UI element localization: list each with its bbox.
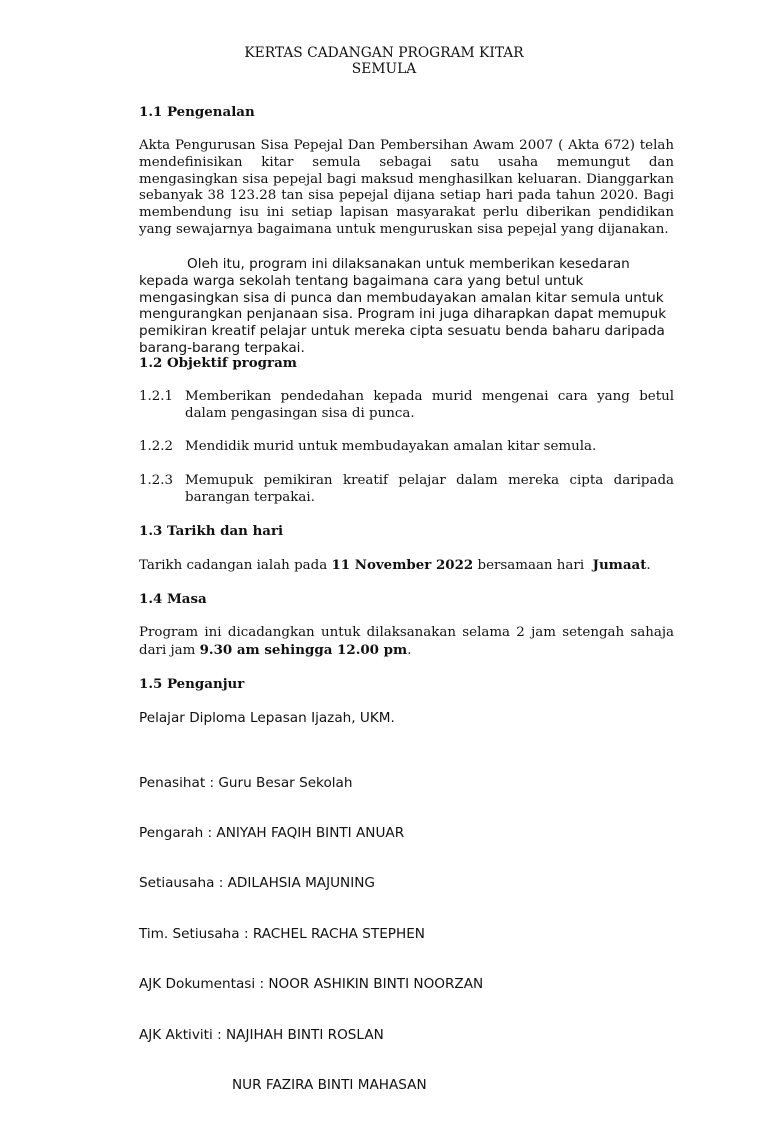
masa-text: Program ini dicadangkan untuk dilaksanakan selama 2 jam setengah sahaja dari jam bbox=[139, 625, 674, 658]
objective-number: 1.2.3 bbox=[139, 473, 174, 488]
committee-setiausaha: Setiausaha : ADILAHSIA MAJUNING bbox=[139, 875, 375, 892]
heading-pengenalan: 1.1 Pengenalan bbox=[139, 104, 255, 120]
objective-text: Mendidik murid untuk membudayakan amalan kitar semula. bbox=[185, 439, 597, 454]
paragraph-masa bbox=[139, 625, 674, 660]
committee-penasihat: Penasihat : Guru Besar Sekolah bbox=[139, 774, 353, 791]
heading-masa: 1.4 Masa bbox=[139, 591, 207, 607]
tarikh-text-mid: bersamaan hari bbox=[473, 558, 593, 573]
committee-pengarah: Pengarah : ANIYAH FAQIH BINTI ANUAR bbox=[139, 824, 405, 841]
objective-item bbox=[139, 439, 674, 456]
tarikh-day: Jumaat bbox=[592, 557, 647, 573]
objective-item bbox=[139, 473, 674, 507]
committee-ajk-aktiviti-2: NUR FAZIRA BINTI MAHASAN bbox=[232, 1076, 427, 1093]
paragraph-tarikh bbox=[139, 557, 674, 575]
committee-list bbox=[139, 741, 483, 1127]
paragraph-intro-1: Akta Pengurusan Sisa Pepejal Dan Pembersihan Awam 2007 ( Akta 672) telah mendefinisikan kitar semula sebagai satu usaha memungut dan mengasingkan sisa pepejal bagi maksud menghasilkan keluaran. Dianggarkan sebanyak 38 123.28 tan sisa pepejal dijana setiap hari pada tahun 2020. Bagi membendung isu ini setiap lapisan masyarakat perlu diberikan pendidikan yang sewajarnya bagaimana untuk menguruskan sisa pepejal yang dijanakan. bbox=[139, 138, 674, 237]
masa-text-end: . bbox=[407, 642, 412, 658]
masa-time: 9.30 am sehingga 12.00 pm bbox=[199, 641, 408, 658]
tarikh-text-end: . bbox=[646, 558, 651, 573]
paragraph-intro-2: Oleh itu, program ini dilaksanakan untuk memberikan kesedaran kepada warga sekolah tentang bagaimana cara yang betul untuk mengasingkan sisa di punca dan membudayakan amalan kitar semula untuk mengurangkan penjanaan sisa. Program ini juga diharapkan dapat memupuk pemikiran kreatif pelajar untuk mereka cipta sesuatu benda baharu daripada barang-barang terpakai. bbox=[139, 256, 667, 356]
objective-text: Memberikan pendedahan kepada murid mengenai cara yang betul dalam pengasingan sisa di punca. bbox=[185, 389, 674, 421]
heading-objektif: 1.2 Objektif program bbox=[139, 355, 297, 371]
heading-penganjur: 1.5 Penganjur bbox=[139, 676, 245, 692]
committee-ajk-aktiviti: AJK Aktiviti : NAJIHAH BINTI ROSLAN bbox=[139, 1026, 384, 1043]
document-title bbox=[0, 45, 768, 77]
tarikh-date: 11 November 2022 bbox=[331, 557, 474, 573]
objective-item bbox=[139, 389, 674, 423]
title-line-1: KERTAS CADANGAN PROGRAM KITAR bbox=[244, 45, 524, 61]
objective-number: 1.2.1 bbox=[139, 389, 174, 404]
committee-tim-setiusaha: Tim. Setiusaha : RACHEL RACHA STEPHEN bbox=[139, 925, 425, 942]
heading-tarikh: 1.3 Tarikh dan hari bbox=[139, 523, 284, 539]
objective-text: Memupuk pemikiran kreatif pelajar dalam mereka cipta daripada barangan terpakai. bbox=[185, 473, 674, 505]
objective-number: 1.2.2 bbox=[139, 439, 174, 454]
organizer-text: Pelajar Diploma Lepasan Ijazah, UKM. bbox=[139, 710, 395, 726]
tarikh-text: Tarikh cadangan ialah pada bbox=[139, 558, 332, 573]
title-line-2: SEMULA bbox=[351, 61, 417, 77]
committee-ajk-dokumentasi: AJK Dokumentasi : NOOR ASHIKIN BINTI NOORZAN bbox=[139, 976, 484, 993]
